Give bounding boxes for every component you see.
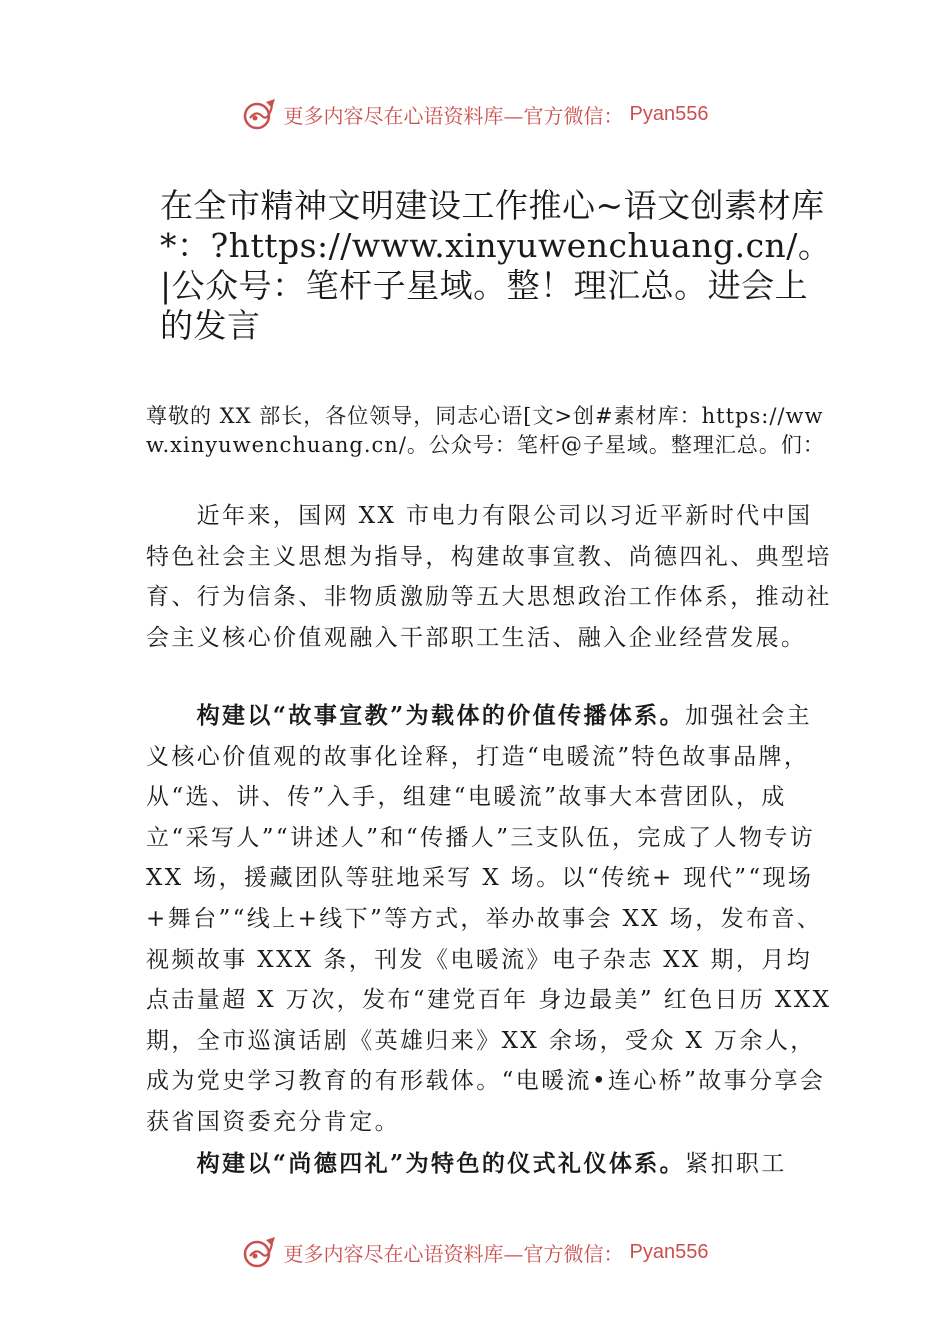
paragraph-3-lead: 构建以“尚德四礼”为特色的仪式礼仪体系。	[196, 1150, 686, 1177]
paragraph-3-text: 紧扣职工	[685, 1151, 787, 1177]
pen-signature-logo-icon	[242, 96, 278, 132]
footer-banner	[0, 1232, 950, 1272]
banner-text: 更多内容尽在心语资料库—官方微信：	[283, 1241, 624, 1266]
banner-text: 更多内容尽在心语资料库—官方微信：	[283, 103, 624, 128]
paragraph-1-text: 近年来，国网 XX 市电力有限公司以习近平新时代中国特色社会主义思想为指导，构建故事宣教、尚德四礼、典型培育、行为信条、非物质激励等五大思想政治工作体系，推动社会主义核心价值观融入干部职工生活、融入企业经营发展。	[146, 503, 832, 651]
paragraph-2	[146, 696, 836, 1143]
banner-contact: Pyan556	[629, 102, 709, 125]
pen-signature-logo-icon	[242, 1234, 278, 1270]
document-title: 在全市精神文明建设工作推心~语文创素材库*：?https://www.xinyuwenchuang.cn/。|公众号：笔杆子星域。整！理汇总。进会上的发言	[160, 186, 832, 345]
paragraph-2-lead: 构建以“故事宣教”为载体的价值传播体系。	[196, 702, 686, 729]
paragraph-2-text: 加强社会主义核心价值观的故事化诠释，打造“电暖流”特色故事品牌，从“选、讲、传”入手，组建“电暖流”故事大本营团队，成立“采写人”“讲述人”和“传播人”三支队伍，完成了人物专访 XX 场，援藏团队等驻地采写 X 场。以“传统+ 现代”“现场+舞台”“线上+线下”等方式，举办故事会 XX 场，发布音、视频故事 XXX 条，刊发《电暖流》电子杂志 XX 期，月均点击量超 X 万次，发布“建党百年 身边最美” 红色日历 XXX 期，全市巡演话剧《英雄归来》XX 余场，受众 X 万余人，成为党史学习教育的有形载体。“电暖流•连心桥”故事分享会获省国资委充分肯定。	[146, 703, 832, 1135]
header-banner	[0, 94, 950, 134]
paragraph-3	[146, 1144, 836, 1185]
paragraph-1	[146, 496, 836, 658]
banner-contact: Pyan556	[629, 1240, 709, 1263]
salutation: 尊敬的 XX 部长，各位领导，同志心语[文>创#素材库：https://www.xinyuwenchuang.cn/。公众号：笔杆@子星域。整理汇总。们：	[146, 404, 825, 457]
